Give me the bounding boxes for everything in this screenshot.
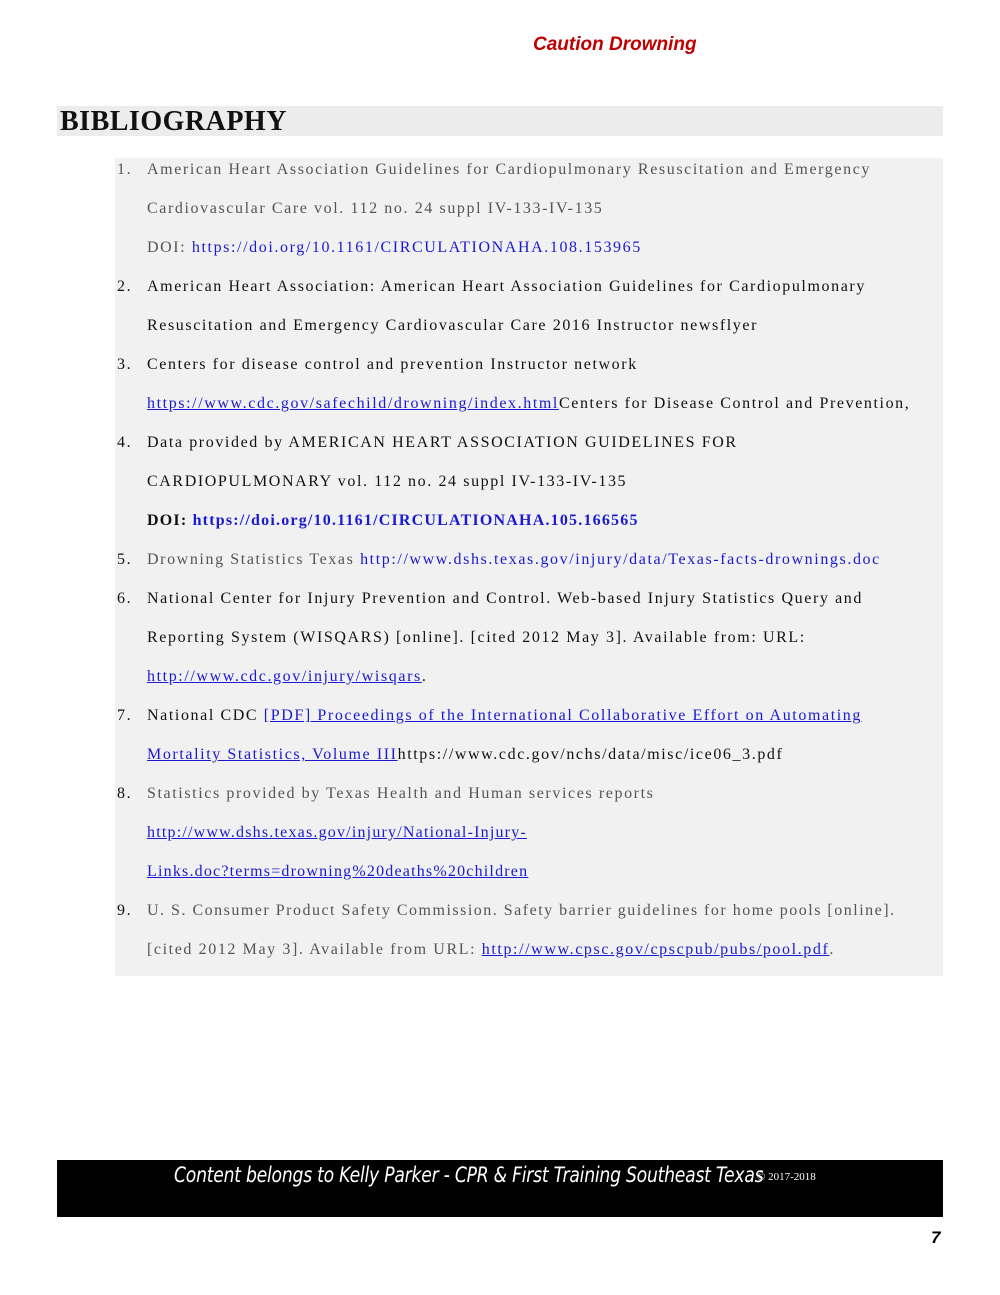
bibliography-heading: BIBLIOGRAPHY (60, 106, 287, 137)
entry-number: 8. (117, 785, 133, 802)
entry-7-text: National CDC (147, 707, 264, 724)
entry-number: 4. (117, 434, 133, 451)
entry-5-link[interactable]: http://www.dshs.texas.gov/injury/data/Texas-facts-drownings.doc (360, 551, 881, 568)
entry-4-doi (147, 511, 639, 531)
entry-7-rest: https://www.cdc.gov/nchs/data/misc/ice06_3.pdf (397, 746, 784, 763)
entry-5-text: Drowning Statistics Texas (147, 551, 361, 568)
doi-label: DOI: (147, 512, 193, 529)
entry-4-doi-link[interactable]: https://doi.org/10.1161/CIRCULATIONAHA.105.166565 (192, 512, 639, 529)
entry-7-line-2 (147, 745, 783, 765)
entry-4-line-1: Data provided by AMERICAN HEART ASSOCIATION GUIDELINES FOR (147, 434, 738, 451)
entry-1-line-1: American Heart Association Guidelines for Cardiopulmonary Resuscitation and Emergency (147, 161, 871, 178)
entry-3-line-1: Centers for disease control and prevention Instructor network (147, 356, 638, 373)
entry-2-line-1: American Heart Association: American Heart Association Guidelines for Cardiopulmonary (147, 278, 866, 295)
entry-1-doi-link[interactable]: https://doi.org/10.1161/CIRCULATIONAHA.108.153965 (191, 239, 642, 256)
bibliography-heading-band (57, 106, 943, 136)
entry-3-rest: Centers for Disease Control and Prevention, (558, 395, 911, 412)
entry-number: 7. (117, 707, 133, 724)
entry-9-line-1: U. S. Consumer Product Safety Commission. Safety barrier guidelines for home pools [online]. (147, 902, 896, 919)
entry-7-line-1 (147, 706, 862, 726)
entry-6-tail: . (421, 668, 428, 685)
entry-6-line-3 (147, 667, 427, 687)
entry-7-link-part-2[interactable]: Mortality Statistics, Volume III (147, 746, 398, 763)
entry-6-line-2: Reporting System (WISQARS) [online]. [cited 2012 May 3]. Available from: URL: (147, 629, 806, 646)
entry-number: 9. (117, 902, 133, 919)
entry-number: 6. (117, 590, 133, 607)
entry-6-line-1: National Center for Injury Prevention and Control. Web-based Injury Statistics Query and (147, 590, 863, 607)
entry-1-line-2: Cardiovascular Care vol. 112 no. 24 suppl IV-133-IV-135 (147, 200, 604, 217)
entry-9-tail: . (829, 941, 836, 958)
entry-number: 1. (117, 161, 133, 178)
entry-1-doi (147, 238, 642, 258)
page-number: 7 (931, 1228, 941, 1247)
entry-5-line-1 (147, 550, 881, 570)
entry-4-line-2: CARDIOPULMONARY vol. 112 no. 24 suppl IV-133-IV-135 (147, 473, 628, 490)
entry-number: 3. (117, 356, 133, 373)
running-header-title: Caution Drowning (533, 34, 697, 55)
entry-8-link-line-1[interactable]: http://www.dshs.texas.gov/injury/National-Injury- (147, 824, 527, 841)
entry-9-link[interactable]: http://www.cpsc.gov/cpscpub/pubs/pool.pdf (481, 941, 830, 958)
entry-8-link-line-2[interactable]: Links.doc?terms=drowning%20deaths%20children (147, 863, 529, 880)
entry-3-link[interactable]: https://www.cdc.gov/safechild/drowning/index.html (147, 395, 559, 412)
doi-label: DOI: (147, 239, 192, 256)
entry-3-line-2 (147, 394, 910, 414)
entry-6-link[interactable]: http://www.cdc.gov/injury/wisqars (147, 668, 422, 685)
entry-number: 5. (117, 551, 133, 568)
entry-8-line-1: Statistics provided by Texas Health and Human services reports (147, 785, 655, 802)
entry-9-line-2 (147, 940, 835, 960)
footer-copyright: © 2017-2018 (757, 1171, 816, 1183)
footer-credit: Content belongs to Kelly Parker - CPR & First Training Southeast Texas (174, 1163, 764, 1187)
entry-2-line-2: Resuscitation and Emergency Cardiovascular Care 2016 Instructor newsflyer (147, 317, 759, 334)
entry-number: 2. (117, 278, 133, 295)
entry-9-text: [cited 2012 May 3]. Available from URL: (147, 941, 482, 958)
entry-7-link-part-1[interactable]: [PDF] Proceedings of the International Collaborative Effort on Automating (263, 707, 862, 724)
